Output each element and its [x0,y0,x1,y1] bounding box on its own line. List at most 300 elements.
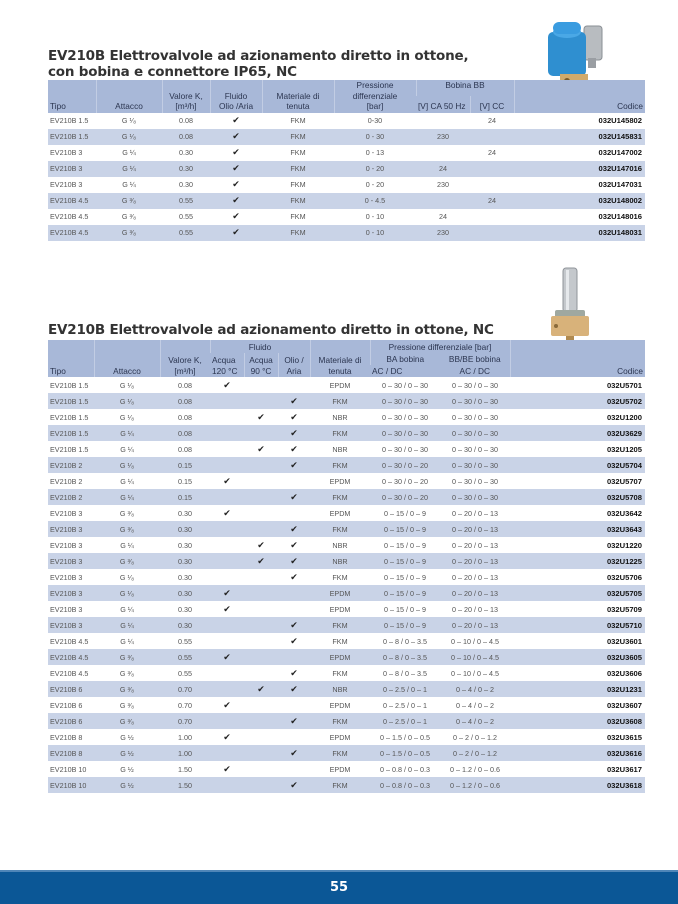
cell-tipo: EV210B 1.5 [48,425,94,441]
cell-acqua-90-check [244,425,278,441]
cell-valore-k: 0.55 [162,225,210,241]
page-number: 55 [329,880,349,895]
section1-title [48,48,468,80]
solenoid-valve-without-coil-icon [548,266,592,342]
cell-materiale: FKM [290,148,306,157]
cell-tipo: EV210B 4.5 [48,225,96,241]
table-row [48,409,645,425]
cell-valore-k: 0.55 [178,668,192,678]
cell-acqua-120-check [210,665,244,681]
cell-attacco: G ³⁄₈ [96,225,162,241]
cell-materiale: FKM [310,521,370,537]
cell-valore-k: 0.30 [160,585,210,601]
cell-acqua-120-check [210,441,244,457]
cell-pressione-ba: 0 – 15 / 0 – 9 [384,508,426,518]
cell-materiale: NBR [332,540,348,550]
cell-pressione: 0 - 10 [365,212,385,221]
cell-valore-k: 0.55 [162,193,210,209]
header-tipo: Tipo [48,340,94,377]
cell-pressione-bb: 0 – 30 / 0 – 30 [440,393,510,409]
cell-tipo: EV210B 6 [48,713,94,729]
cell-olio-aria-check: ✔ [210,193,262,209]
cell-attacco: G ³⁄₈ [94,681,160,697]
cell-pressione-ba: 0 – 2.5 / 0 – 1 [370,681,440,697]
table-row [48,425,645,441]
table-ev210b-nc [48,340,645,793]
cell-tipo: EV210B 3 [50,508,83,518]
cell-tipo: EV210B 8 [50,732,83,742]
header-bobina-cc: [V] CC [470,96,514,112]
cell-materiale: EPDM [329,700,351,710]
table-row [48,505,645,521]
cell-tipo: EV210B 3 [48,617,94,633]
cell-acqua-90-check: ✔ [244,681,278,697]
cell-pressione-bb: 0 – 30 / 0 – 30 [440,489,510,505]
cell-olio-aria-check: ✔ [210,225,262,241]
cell-pressione-bb: 0 – 10 / 0 – 4.5 [451,636,499,646]
cell-acqua-120-check: ✔ [223,603,231,614]
cell-valore-k: 1.50 [178,764,192,774]
cell-bobina-cc [470,177,514,193]
header-bb-bobina: BB/BE bobina [440,353,510,365]
cell-tipo: EV210B 8 [48,745,94,761]
cell-attacco: G ½ [120,764,134,774]
cell-attacco: G ¼ [122,148,136,157]
cell-valore-k: 0.30 [162,161,210,177]
table-row [48,649,645,665]
cell-materiale: NBR [310,553,370,569]
cell-codice: 032U148016 [598,212,642,221]
cell-pressione-ba: 0 – 30 / 0 – 20 [382,476,428,486]
header-acqua-90: Acqua 90 °C [244,353,278,377]
cell-codice: 032U3629 [510,425,645,441]
cell-acqua-120-check: ✔ [223,379,231,390]
cell-bobina-cc: 24 [488,148,496,157]
cell-codice: 032U5701 [606,380,642,390]
cell-materiale: EPDM [329,380,351,390]
cell-olio-aria-check [278,649,310,665]
header-valore-k: Valore K, [m³/h] [162,80,210,113]
cell-codice: 032U5702 [510,393,645,409]
cell-acqua-120-check: ✔ [223,507,231,518]
section1-title-line2: con bobina e connettore IP65, NC [48,64,297,80]
cell-materiale: FKM [310,745,370,761]
cell-olio-aria-check [278,761,310,777]
table-row [48,377,645,393]
cell-materiale: EPDM [329,604,351,614]
cell-tipo: EV210B 3 [50,180,83,189]
cell-attacco: G ³⁄₈ [94,649,160,665]
table-row [48,177,645,193]
cell-valore-k: 0.30 [160,617,210,633]
cell-olio-aria-check: ✔ [278,489,310,505]
cell-materiale: EPDM [329,508,351,518]
cell-materiale: EPDM [329,764,351,774]
cell-pressione: 0 - 30 [334,129,416,145]
cell-attacco: G ³⁄₈ [121,212,137,221]
cell-pressione: 0 - 10 [334,225,416,241]
cell-valore-k: 0.30 [179,180,193,189]
cell-bobina-cc [470,209,514,225]
cell-materiale: NBR [332,412,348,422]
cell-materiale: EPDM [329,732,351,742]
cell-attacco: G ¼ [120,476,134,486]
cell-materiale: FKM [290,212,306,221]
cell-valore-k: 0.55 [179,212,193,221]
cell-tipo: EV210B 3 [48,161,96,177]
cell-attacco: G ¹⁄₈ [119,380,135,390]
table-row [48,193,645,209]
cell-attacco: G ½ [120,732,134,742]
cell-pressione-bb: 0 – 4 / 0 – 2 [440,713,510,729]
cell-attacco: G ³⁄₈ [94,521,160,537]
cell-olio-aria-check: ✔ [290,667,298,678]
cell-attacco: G ¹⁄₈ [119,412,135,422]
header-valore-k: Valore K, [m³/h] [160,340,210,377]
header-fluido: Fluido Olio /Aria [210,80,262,113]
cell-tipo: EV210B 4.5 [50,668,89,678]
cell-pressione-ba: 0 – 15 / 0 – 9 [370,617,440,633]
cell-tipo: EV210B 1.5 [48,393,94,409]
cell-bobina-ca [416,113,470,129]
cell-codice: 032U5707 [606,476,642,486]
table-row [48,697,645,713]
cell-acqua-90-check [244,601,278,617]
cell-tipo: EV210B 4.5 [50,212,89,221]
cell-codice: 032U1205 [606,444,642,454]
cell-tipo: EV210B 10 [50,764,87,774]
cell-olio-aria-check: ✔ [290,539,298,550]
cell-pressione-ba: 0 – 30 / 0 – 30 [370,425,440,441]
cell-olio-aria-check: ✔ [210,161,262,177]
cell-olio-aria-check: ✔ [278,777,310,793]
cell-acqua-90-check [244,777,278,793]
cell-pressione-bb: 0 – 4 / 0 – 2 [456,700,494,710]
cell-attacco: G ¼ [120,636,134,646]
cell-acqua-90-check [244,569,278,585]
cell-olio-aria-check [278,473,310,489]
cell-materiale: FKM [290,180,306,189]
cell-acqua-90-check: ✔ [257,539,265,550]
cell-pressione-bb: 0 – 1.2 / 0 – 0.6 [440,777,510,793]
cell-olio-aria-check: ✔ [278,713,310,729]
cell-valore-k: 0.30 [179,148,193,157]
cell-olio-aria-check [278,729,310,745]
cell-valore-k: 0.15 [178,476,192,486]
cell-olio-aria-check: ✔ [232,211,240,221]
cell-materiale: FKM [310,425,370,441]
cell-codice: 032U3615 [606,732,642,742]
cell-pressione-ba: 0 – 30 / 0 – 30 [382,412,428,422]
cell-materiale: FKM [290,116,306,125]
cell-valore-k: 0.30 [178,572,192,582]
cell-acqua-90-check: ✔ [244,553,278,569]
cell-codice: 032U5708 [510,489,645,505]
cell-olio-aria-check: ✔ [290,411,298,422]
cell-tipo: EV210B 4.5 [50,636,89,646]
page-footer [0,870,678,904]
cell-codice: 032U1220 [606,540,642,550]
cell-olio-aria-check: ✔ [290,635,298,646]
table-row [48,681,645,697]
cell-materiale: NBR [332,444,348,454]
cell-pressione-bb: 0 – 30 / 0 – 30 [452,412,498,422]
cell-attacco: G ³⁄₈ [94,713,160,729]
cell-codice: 032U145831 [514,129,645,145]
cell-acqua-120-check [210,393,244,409]
header-tipo: Tipo [48,80,96,113]
cell-bobina-ca: 230 [416,225,470,241]
cell-olio-aria-check: ✔ [290,571,298,582]
cell-valore-k: 1.00 [178,732,192,742]
cell-acqua-120-check [210,553,244,569]
table-row [48,777,645,793]
cell-acqua-90-check [244,489,278,505]
cell-tipo: EV210B 3 [50,540,83,550]
cell-codice: 032U5710 [510,617,645,633]
cell-codice: 032U3617 [606,764,642,774]
cell-attacco: G ³⁄₈ [119,668,135,678]
cell-codice: 032U5705 [510,585,645,601]
cell-pressione-bb: 0 – 20 / 0 – 13 [440,585,510,601]
cell-acqua-120-check: ✔ [223,699,231,710]
cell-materiale: NBR [310,681,370,697]
cell-codice: 032U5709 [606,604,642,614]
cell-bobina-ca [416,193,470,209]
cell-acqua-120-check: ✔ [223,475,231,486]
cell-pressione-bb: 0 – 2 / 0 – 1.2 [440,745,510,761]
cell-acqua-90-check [244,457,278,473]
cell-materiale: FKM [310,393,370,409]
cell-tipo: EV210B 3 [50,148,83,157]
header-pressione: Pressione differenziale [bar] [370,340,510,353]
cell-pressione-bb: 0 – 2 / 0 – 1.2 [453,732,497,742]
cell-valore-k: 1.00 [160,745,210,761]
cell-pressione-bb: 0 – 30 / 0 – 30 [452,380,498,390]
cell-codice: 032U147031 [598,180,642,189]
cell-codice: 032U3616 [510,745,645,761]
cell-olio-aria-check: ✔ [290,443,298,454]
cell-pressione-bb: 0 – 20 / 0 – 13 [452,572,498,582]
cell-attacco: G ¼ [94,617,160,633]
table-row [48,521,645,537]
cell-materiale: EPDM [310,649,370,665]
cell-tipo: EV210B 3 [50,604,83,614]
cell-pressione: 0 - 4.5 [334,193,416,209]
cell-acqua-120-check [210,521,244,537]
cell-tipo: EV210B 4.5 [48,649,94,665]
cell-pressione-ba: 0 – 30 / 0 – 30 [382,380,428,390]
cell-valore-k: 0.30 [178,508,192,518]
cell-acqua-120-check [210,681,244,697]
cell-tipo: EV210B 2 [48,489,94,505]
cell-pressione-bb: 0 – 4 / 0 – 2 [440,681,510,697]
cell-bobina-cc: 24 [470,193,514,209]
cell-codice: 032U147002 [598,148,642,157]
cell-codice: 032U1225 [510,553,645,569]
table-row [48,473,645,489]
cell-bobina-ca: 24 [439,212,447,221]
table-row [48,585,645,601]
cell-pressione-ba: 0 – 15 / 0 – 9 [384,540,426,550]
cell-attacco: G ½ [94,745,160,761]
cell-tipo: EV210B 1.5 [50,444,89,454]
cell-acqua-90-check [244,633,278,649]
cell-pressione-bb: 0 – 30 / 0 – 30 [440,425,510,441]
cell-tipo: EV210B 4.5 [48,193,96,209]
cell-materiale: FKM [310,617,370,633]
table-row [48,713,645,729]
cell-acqua-120-check [210,489,244,505]
cell-tipo: EV210B 2 [48,457,94,473]
cell-pressione-ba: 0 – 0.8 / 0 – 0.3 [370,777,440,793]
cell-codice: 032U145802 [598,116,642,125]
table-row [48,441,645,457]
cell-acqua-90-check [244,665,278,681]
cell-materiale: FKM [332,668,348,678]
cell-acqua-90-check [244,649,278,665]
cell-attacco: G ¹⁄₈ [94,457,160,473]
cell-acqua-90-check [244,585,278,601]
cell-acqua-90-check [244,393,278,409]
cell-pressione: 0 - 20 [365,180,385,189]
cell-bobina-ca [416,145,470,161]
table-row [48,601,645,617]
cell-attacco: G ³⁄₈ [119,700,135,710]
cell-codice: 032U148031 [514,225,645,241]
cell-tipo: EV210B 1.5 [50,380,89,390]
cell-tipo: EV210B 1.5 [50,116,89,125]
header-attacco: Attacco [94,340,160,377]
cell-olio-aria-check: ✔ [278,745,310,761]
table-row [48,729,645,745]
cell-olio-aria-check: ✔ [278,425,310,441]
header-bb-acdc: AC / DC [440,365,510,377]
cell-valore-k: 0.08 [179,116,193,125]
cell-attacco: G ¼ [120,604,134,614]
cell-valore-k: 0.08 [178,444,192,454]
table-row [48,633,645,649]
cell-pressione-ba: 0 – 8 / 0 – 3.5 [383,636,427,646]
cell-attacco: G ¹⁄₈ [94,393,160,409]
cell-pressione-bb: 0 – 10 / 0 – 4.5 [440,649,510,665]
cell-tipo: EV210B 3 [48,521,94,537]
cell-pressione-ba: 0 – 30 / 0 – 20 [370,489,440,505]
cell-acqua-120-check [210,457,244,473]
cell-materiale: FKM [310,777,370,793]
cell-attacco: G ¼ [94,425,160,441]
cell-valore-k: 0.15 [160,457,210,473]
cell-acqua-120-check [210,617,244,633]
cell-pressione-bb: 0 – 20 / 0 – 13 [452,508,498,518]
table-row [48,457,645,473]
cell-olio-aria-check: ✔ [210,129,262,145]
cell-olio-aria-check: ✔ [232,179,240,189]
cell-acqua-120-check [210,777,244,793]
cell-attacco: G ¹⁄₈ [94,585,160,601]
cell-attacco: G ³⁄₈ [96,193,162,209]
table-row [48,209,645,225]
cell-pressione-bb: 0 – 30 / 0 – 30 [452,444,498,454]
cell-pressione-ba: 0 – 1.5 / 0 – 0.5 [380,732,430,742]
cell-acqua-90-check [244,521,278,537]
cell-pressione-bb: 0 – 30 / 0 – 30 [452,476,498,486]
header-pressione: Pressione differenziale [bar] [334,80,416,113]
cell-codice: 032U3607 [606,700,642,710]
header-olio-aria: Olio / Aria [278,353,310,377]
cell-olio-aria-check: ✔ [278,553,310,569]
cell-pressione-ba: 0 – 8 / 0 – 3.5 [383,668,427,678]
cell-acqua-120-check [210,537,244,553]
table-ev210b-with-coil [48,80,645,241]
cell-pressione-ba: 0 – 15 / 0 – 9 [370,553,440,569]
cell-pressione-ba: 0 – 30 / 0 – 20 [370,457,440,473]
cell-valore-k: 0.15 [160,489,210,505]
header-bobina-ca: [V] CA 50 Hz [416,96,470,112]
cell-valore-k: 0.08 [178,380,192,390]
cell-acqua-90-check [244,745,278,761]
cell-materiale: FKM [262,161,334,177]
cell-acqua-90-check [244,729,278,745]
cell-olio-aria-check: ✔ [278,521,310,537]
cell-pressione-ba: 0 – 8 / 0 – 3.5 [370,649,440,665]
cell-materiale: FKM [332,572,348,582]
cell-codice: 032U1200 [606,412,642,422]
cell-materiale: FKM [262,129,334,145]
cell-tipo: EV210B 1.5 [48,129,96,145]
cell-pressione: 0 - 13 [365,148,385,157]
cell-acqua-120-check [210,425,244,441]
cell-valore-k: 0.30 [160,521,210,537]
cell-valore-k: 0.30 [178,604,192,614]
cell-materiale: EPDM [310,585,370,601]
cell-codice: 032U148002 [514,193,645,209]
table-row [48,145,645,161]
cell-pressione-ba: 0 – 30 / 0 – 30 [382,444,428,454]
cell-materiale: FKM [262,225,334,241]
cell-acqua-120-check: ✔ [223,731,231,742]
header-fluido: Fluido [210,340,310,353]
cell-pressione-ba: 0 – 2.5 / 0 – 1 [383,700,427,710]
header-ba-acdc: AC / DC [370,365,440,377]
cell-acqua-120-check [210,569,244,585]
cell-bobina-cc [470,129,514,145]
cell-olio-aria-check: ✔ [278,617,310,633]
cell-attacco: G ¹⁄₈ [96,129,162,145]
table-row [48,537,645,553]
cell-acqua-120-check: ✔ [210,585,244,601]
cell-materiale: FKM [332,636,348,646]
cell-tipo: EV210B 6 [48,681,94,697]
cell-codice: 032U3618 [510,777,645,793]
cell-materiale: FKM [310,713,370,729]
cell-codice: 032U1231 [510,681,645,697]
cell-pressione-ba: 0 – 15 / 0 – 9 [384,604,426,614]
cell-materiale: FKM [262,193,334,209]
header-ba-bobina: BA bobina [370,353,440,365]
cell-acqua-90-check [244,473,278,489]
cell-attacco: G ¹⁄₈ [121,116,137,125]
cell-bobina-ca: 24 [416,161,470,177]
cell-pressione-bb: 0 – 20 / 0 – 13 [440,553,510,569]
cell-pressione-ba: 0 – 2.5 / 0 – 1 [370,713,440,729]
cell-valore-k: 0.55 [178,636,192,646]
cell-tipo: EV210B 3 [48,585,94,601]
table-row [48,761,645,777]
cell-attacco: G ¼ [94,489,160,505]
cell-attacco: G ½ [94,777,160,793]
cell-valore-k: 0.30 [160,553,210,569]
